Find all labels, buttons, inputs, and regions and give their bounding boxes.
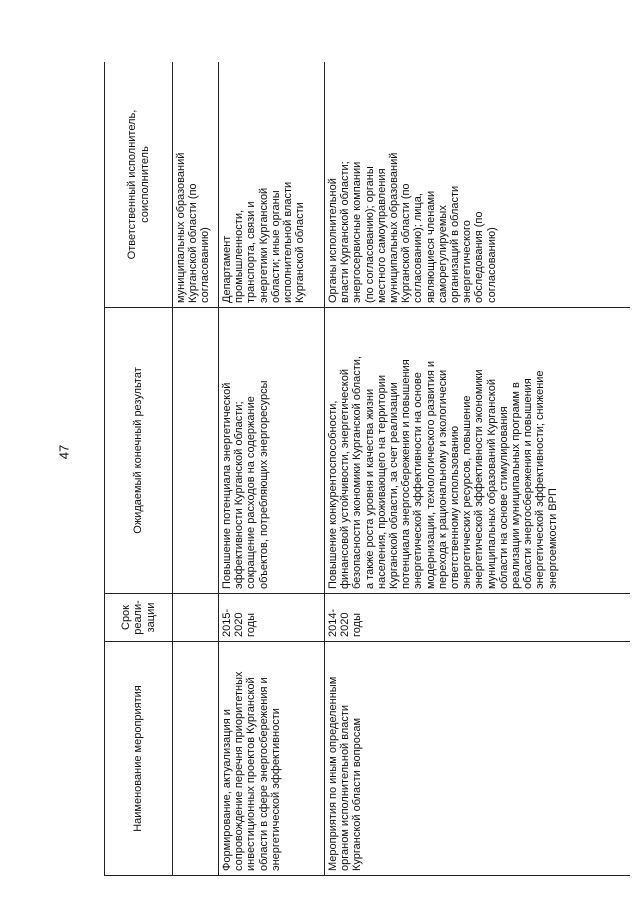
table-row — [173, 62, 219, 876]
cell-result — [173, 308, 219, 594]
cell-executor: муниципальных образований Курганской области (по согласованию) — [173, 62, 219, 308]
page-number: 47 — [56, 444, 72, 460]
header-term: Срок реали- зации — [105, 594, 173, 642]
header-result: Ожидаемый конечный результат — [105, 308, 173, 594]
cell-executor: Органы исполнительной власти Курганской области; энергосервисные компании (по согласованию); органы местного самоуправления муниципальных образований Курганской области (по согласованию); лица, являющиеся членами саморегулируемых организаций в области энергетического обследования (по согласованию) — [325, 62, 631, 308]
cell-term — [173, 594, 219, 642]
table-row — [325, 62, 631, 876]
table-viewport — [104, 62, 630, 876]
cell-name: Мероприятия по иным определенным органом исполнительной власти Курганской области вопросам — [325, 642, 631, 876]
rotated-table-container — [104, 62, 630, 876]
table-header-row — [105, 62, 173, 876]
cell-result: Повышение потенциала энергетической эффективности Курганской области; сокращение расходов на содержание объектов, потребляющих энергоресурсы — [219, 308, 325, 594]
cell-term: 2015- 2020 годы — [219, 594, 325, 642]
cell-name: Формирование, актуализация и сопровождение перечня приоритетных инвестиционных проектов Курганской области в сфере энергосбережения и энергетической эффективности — [219, 642, 325, 876]
table-row — [219, 62, 325, 876]
header-name: Наименование мероприятия — [105, 642, 173, 876]
measures-table — [104, 62, 630, 876]
cell-name — [173, 642, 219, 876]
cell-executor: Департамент промышленности, транспорта, связи и энергетики Курганской области; иные органы исполнительной власти Курганской области — [219, 62, 325, 308]
cell-term: 2014- 2020 годы — [325, 594, 631, 642]
header-executor: Ответственный исполнитель, соисполнитель — [105, 62, 173, 308]
cell-result: Повышение конкурентоспособности, финансовой устойчивости, энергетической безопасности экономики Курганской области, а также роста уровня и качества жизни населения, проживающего на территории Курганской области, за счет реализации потенциала энергосбережения и повышения энергетической эффективности на основе модернизации, технологического развития и перехода к рациональному и экологически ответственному использованию энергетических ресурсов, повышение энергетической эффективности экономики муниципальных образований Курганской области на основе стимулирования реализации муниципальных программ в области энергосбережения и повышения энергетической эффективности; снижение энергоемкости ВРП — [325, 308, 631, 594]
